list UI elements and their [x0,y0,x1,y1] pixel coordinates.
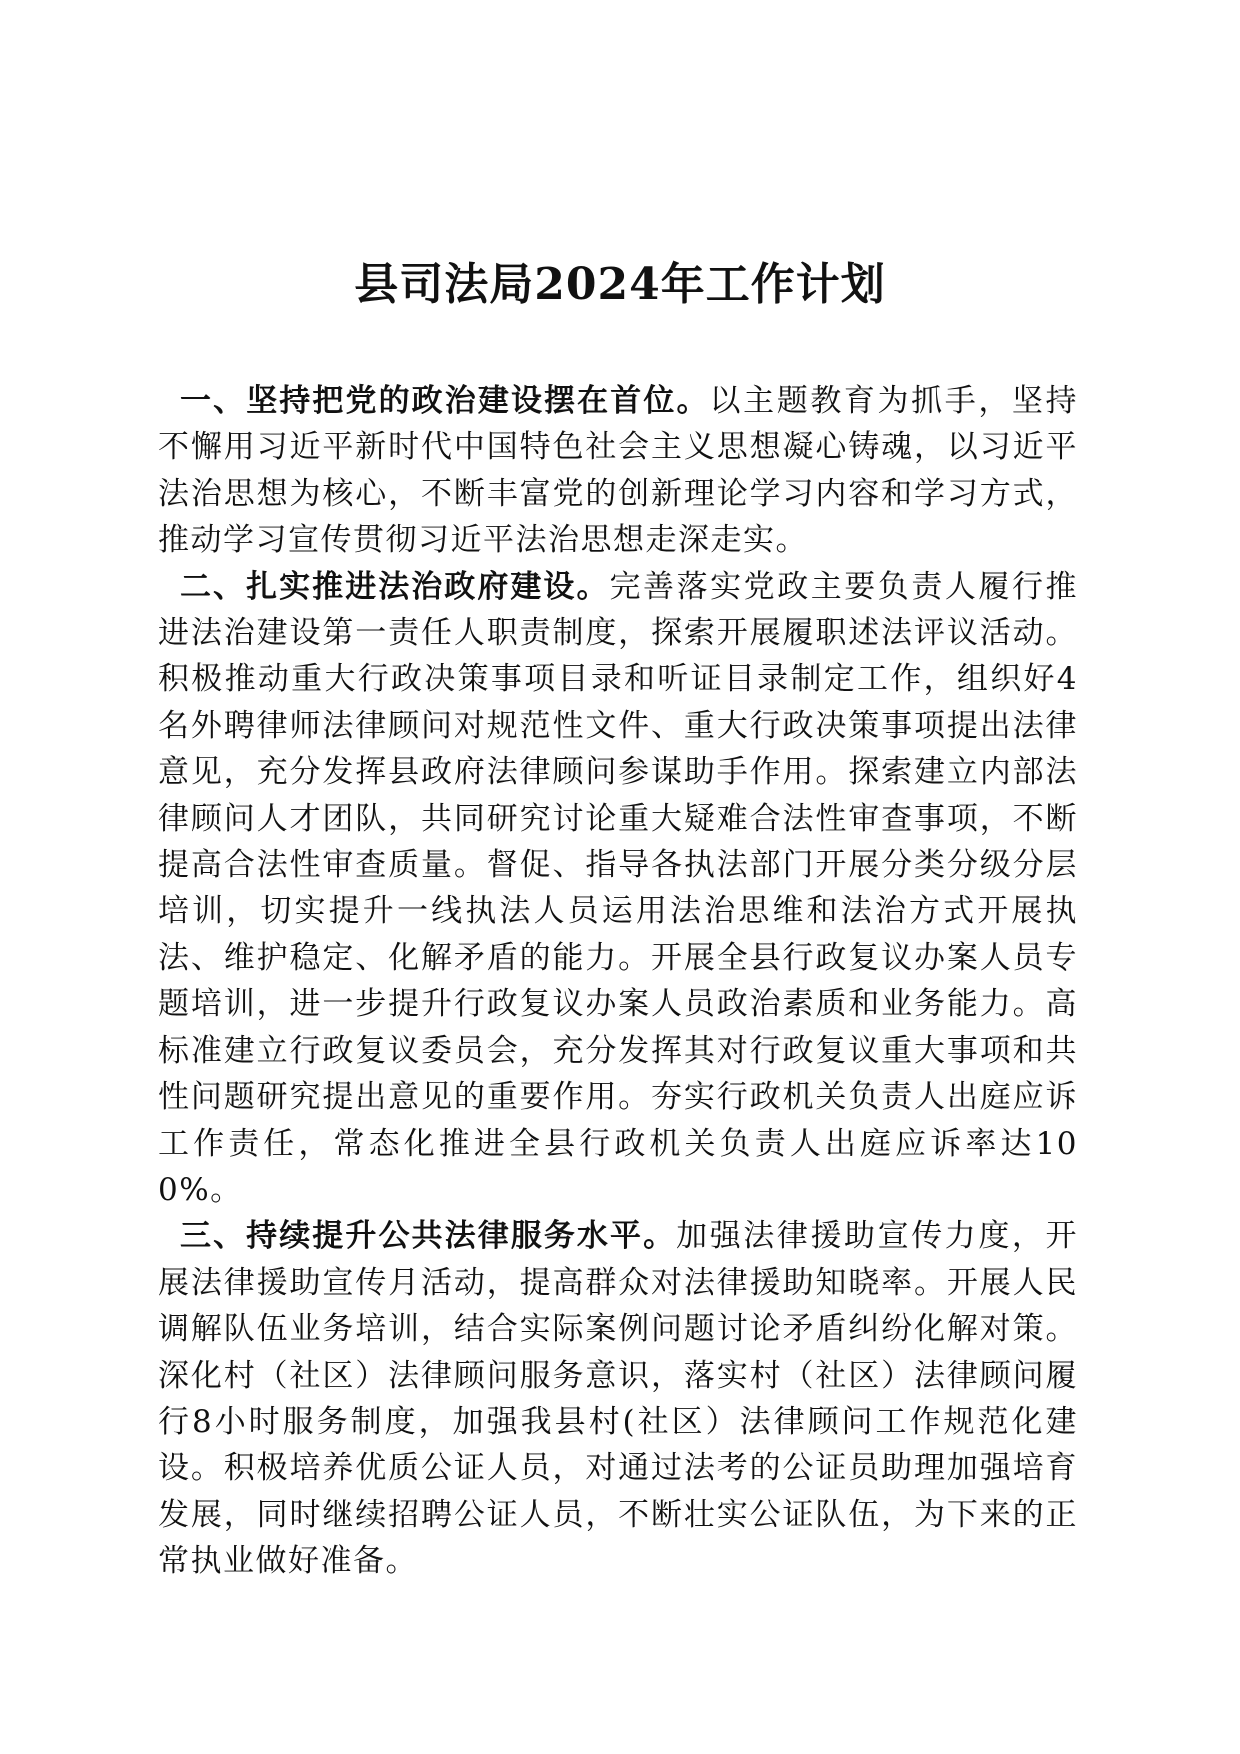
section-heading-3: 三、持续提升公共法律服务水平。 [180,1218,677,1255]
section-paragraph-2 [158,564,1078,1214]
section-body-1: 以主题教育为抓手，坚持不懈用习近平新时代中国特色社会主义思想凝心铸魂，以习近平法治思想为核心，不断丰富党的创新理论学习内容和学习方式，推动学习宣传贯彻习近平法治思想走深走实。 [158,383,1079,559]
document-body [158,378,1078,1585]
section-body-2: 完善落实党政主要负责人履行推进法治建设第一责任人职责制度，探索开展履职述法评议活动。积极推动重大行政决策事项目录和听证目录制定工作，组织好4名外聘律师法律顾问对规范性文件、重大行政决策事项提出法律意见，充分发挥县政府法律顾问参谋助手作用。探索建立内部法律顾问人才团队，共同研究讨论重大疑难合法性审查事项，不断提高合法性审查质量。督促、指导各执法部门开展分类分级分层培训，切实提升一线执法人员运用法治思维和法治方式开展执法、维护稳定、化解矛盾的能力。开展全县行政复议办案人员专题培训，进一步提升行政复议办案人员政治素质和业务能力。高标准建立行政复议委员会，充分发挥其对行政复议重大事项和共性问题研究提出意见的重要作用。夯实行政机关负责人出庭应诉工作责任，常态化推进全县行政机关负责人出庭应诉率达100%。 [158,568,1078,1208]
section-paragraph-1 [158,378,1078,564]
section-heading-1: 一、坚持把党的政治建设摆在首位。 [180,383,710,419]
section-paragraph-3 [158,1213,1078,1584]
document-title: 县司法局2024年工作计划 [354,259,886,310]
section-body-3: 加强法律援助宣传力度，开展法律援助宣传月活动，提高群众对法律援助知晓率。开展人民调解队伍业务培训，结合实际案例问题讨论矛盾纠纷化解对策。深化村（社区）法律顾问服务意识，落实村（社区）法律顾问履行8小时服务制度，加强我县村(社区）法律顾问工作规范化建设。积极培养优质公证人员，对通过法考的公证员助理加强培育发展，同时继续招聘公证人员，不断壮实公证队伍，为下来的正常执业做好准备。 [158,1218,1079,1580]
section-heading-2: 二、扎实推进法治政府建设。 [180,568,610,605]
